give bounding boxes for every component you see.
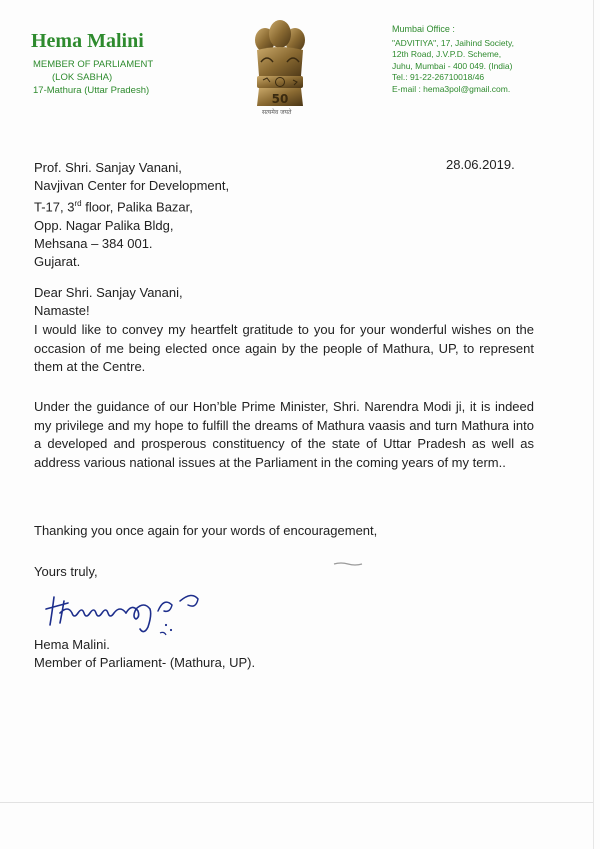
letter-date: 28.06.2019.: [446, 157, 515, 172]
greeting: Namaste!: [34, 303, 90, 318]
closing: Yours truly,: [34, 564, 98, 579]
page-edge-right: [593, 0, 594, 849]
address-line: Navjivan Center for Development,: [34, 178, 230, 194]
letterhead-name: Hema Malini: [31, 30, 144, 52]
letterhead-constituency: 17-Mathura (Uttar Pradesh): [33, 85, 150, 96]
office-line: 12th Road, J.V.P.D. Scheme,: [392, 49, 502, 59]
thanks-line: Thanking you once again for your words of encouragement,: [34, 523, 378, 538]
emblem-caption: सत्यमेव जयते: [262, 109, 292, 116]
letterhead-left-block: [33, 58, 153, 97]
address-line: Opp. Nagar Palika Bldg,: [34, 217, 174, 233]
office-address-block: [392, 24, 514, 95]
office-email: E-mail : hema3pol@gmail.com.: [392, 83, 511, 94]
address-line: Prof. Shri. Sanjay Vanani,: [34, 160, 182, 175]
office-phone: Tel.: 91-22-26710018/46: [392, 72, 485, 82]
page-edge-bottom: [0, 802, 593, 803]
recipient-address: [34, 159, 229, 272]
national-emblem-icon: [245, 14, 315, 122]
paragraph-gratitude: I would like to convey my heartfelt gratitude to you for your wonderful wishes on the occasion of me being elected once again by the people of Mathura, UP, to represent them at the Centre.: [34, 322, 534, 374]
address-line: Mehsana – 384 001.: [34, 236, 153, 252]
office-line: Juhu, Mumbai - 400 049. (India): [392, 60, 513, 71]
signer-title: Member of Parliament- (Mathura, UP).: [34, 655, 256, 670]
office-title: Mumbai Office :: [392, 24, 455, 34]
office-line: "ADVITIYA", 17, Jaihind Society,: [392, 37, 514, 48]
salutation: Dear Shri. Sanjay Vanani,: [34, 285, 183, 300]
letterhead-house: (LOK SABHA): [52, 72, 113, 83]
handwritten-signature: [40, 583, 220, 643]
svg-text:50: 50: [271, 92, 289, 106]
signer-name: Hema Malini.: [34, 637, 110, 652]
address-line: T-17, 3rd floor, Palika Bazar,: [34, 199, 193, 215]
letterhead-role: MEMBER OF PARLIAMENT: [33, 59, 154, 70]
address-line: Gujarat.: [34, 254, 81, 270]
paragraph-guidance: Under the guidance of our Hon’ble Prime Minister, Shri. Narendra Modi ji, it is indeed my privilege and my hope to fulfill the dreams of Mathura vaasis and turn Mathura into a developed and prosperous constituency of the state of Uttar Pradesh as well as address various national issues at the Parliament in the coming years of my term..: [34, 399, 534, 470]
